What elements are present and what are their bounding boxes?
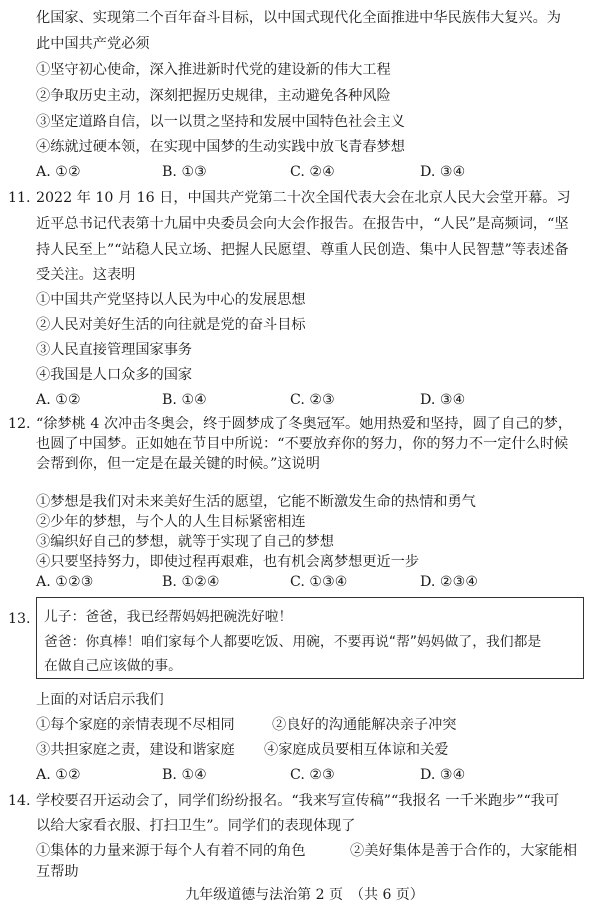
q11-option-d: D. ③④ <box>420 392 466 408</box>
q11-item-2: ②人民对美好生活的向往就是党的奋斗目标 <box>36 317 306 333</box>
q12-stem-line-3: 会帮到你，但一定是在最关键的时候。”这说明 <box>36 456 320 472</box>
q12-number: 12. <box>8 416 31 432</box>
q14-number: 14. <box>8 793 31 809</box>
q14-item-1: ①集体的力量来源于每个人有着不同的角色 <box>36 843 306 859</box>
q11-item-3: ③人民直接管理国家事务 <box>36 342 193 358</box>
q12-option-c: C. ①③④ <box>290 574 348 590</box>
q11-option-b: B. ①④ <box>162 392 207 408</box>
q13-option-b: B. ①④ <box>162 767 207 783</box>
q12-option-a: A. ①②③ <box>36 574 94 590</box>
q10-item-1: ①坚守初心使命，深入推进新时代党的建设新的伟大工程 <box>36 62 391 78</box>
q13-option-d: D. ③④ <box>420 767 466 783</box>
q13-item-4: ④家庭成员要相互体谅和关爱 <box>264 742 449 758</box>
q11-item-4: ④我国是人口众多的国家 <box>36 367 193 383</box>
q10-option-a: A. ①② <box>36 164 81 180</box>
q14-stem-line-2: 以给大家看衣服、打扫卫生”。同学们的表现体现了 <box>36 818 356 834</box>
q13-stem: 上面的对话启示我们 <box>36 692 164 708</box>
q12-stem-line-2: 也圆了中国梦。正如她在节目中所说：“不要放弃你的努力，你的努力不一定什么时候 <box>36 436 569 452</box>
q11-number: 11. <box>8 190 31 206</box>
q11-item-1: ①中国共产党坚持以人民为中心的发展思想 <box>36 292 306 308</box>
q11-stem-line-2: 近平总书记代表第十九届中央委员会向大会作报告。在报告中，“人民”是高频词，“坚 <box>36 216 569 232</box>
q14-item-2: ②美好集体是善于合作的，大家能相 <box>350 843 578 859</box>
page-footer: 九年级道德与法治第 2 页 （共 6 页） <box>185 887 424 903</box>
q12-item-2: ②少年的梦想，与个人的人生目标紧密相连 <box>36 514 306 530</box>
q12-item-4: ④只要坚持努力，即使过程再艰难，也有机会离梦想更近一步 <box>36 554 420 570</box>
q13-option-a: A. ①② <box>36 767 81 783</box>
q13-option-c: C. ②③ <box>290 767 335 783</box>
q13-item-3: ③共担家庭之责，建设和谐家庭 <box>36 742 235 758</box>
q11-option-c: C. ②③ <box>290 392 335 408</box>
dialog-line-father-1: 爸爸：你真棒！咱们家每个人都要吃饭、用碗，不要再说“帮”妈妈做了，我们都是 <box>44 634 542 650</box>
q12-stem-line-1: “徐梦桃 4 次冲击冬奥会，终于圆梦成了冬奥冠军。她用热爱和坚持，圆了自己的梦， <box>36 416 573 432</box>
q10-stem-line-2: 此中国共产党必须 <box>36 36 150 52</box>
q13-number: 13. <box>8 611 31 627</box>
q10-item-2: ②争取历史主动，深刻把握历史规律，主动避免各种风险 <box>36 88 391 104</box>
q12-option-b: B. ①②④ <box>162 574 220 590</box>
q13-item-2: ②良好的沟通能解决亲子冲突 <box>272 717 457 733</box>
q10-option-b: B. ①③ <box>162 164 207 180</box>
q12-item-3: ③编织好自己的梦想，就等于实现了自己的梦想 <box>36 534 334 550</box>
q11-stem-line-3: 持人民至上”“站稳人民立场、把握人民愿望、尊重人民创造、集中人民智慧”等表述备 <box>36 242 569 258</box>
q11-stem-line-4: 受关注。这表明 <box>36 267 136 283</box>
dialog-line-son: 儿子：爸爸，我已经帮妈妈把碗洗好啦！ <box>44 609 293 625</box>
dialog-line-father-2: 在做自己应该做的事。 <box>44 658 182 674</box>
q10-item-3: ③坚定道路自信，以一以贯之坚持和发展中国特色社会主义 <box>36 114 405 130</box>
q14-stem-line-1: 学校要召开运动会了，同学们纷纷报名。“我来写宣传稿”“我报名 一千米跑步”“我可 <box>36 793 560 809</box>
q11-option-a: A. ①② <box>36 392 81 408</box>
q11-stem-line-1: 2022 年 10 月 16 日，中国共产党第二十次全国代表大会在北京人民大会堂开幕。习 <box>36 190 571 206</box>
q13-item-1: ①每个家庭的亲情表现不尽相同 <box>36 717 235 733</box>
q14-item-2-cont: 互帮助 <box>36 864 79 880</box>
q12-item-1: ①梦想是我们对未来美好生活的愿望，它能不断激发生命的热情和勇气 <box>36 494 476 510</box>
q12-option-d: D. ②③④ <box>420 574 479 590</box>
q10-option-d: D. ③④ <box>420 164 466 180</box>
q10-option-c: C. ②④ <box>290 164 335 180</box>
q10-stem-line-1: 化国家、实现第二个百年奋斗目标，以中国式现代化全面推进中华民族伟大复兴。为 <box>36 10 561 26</box>
q10-item-4: ④练就过硬本领，在实现中国梦的生动实践中放飞青春梦想 <box>36 139 405 155</box>
